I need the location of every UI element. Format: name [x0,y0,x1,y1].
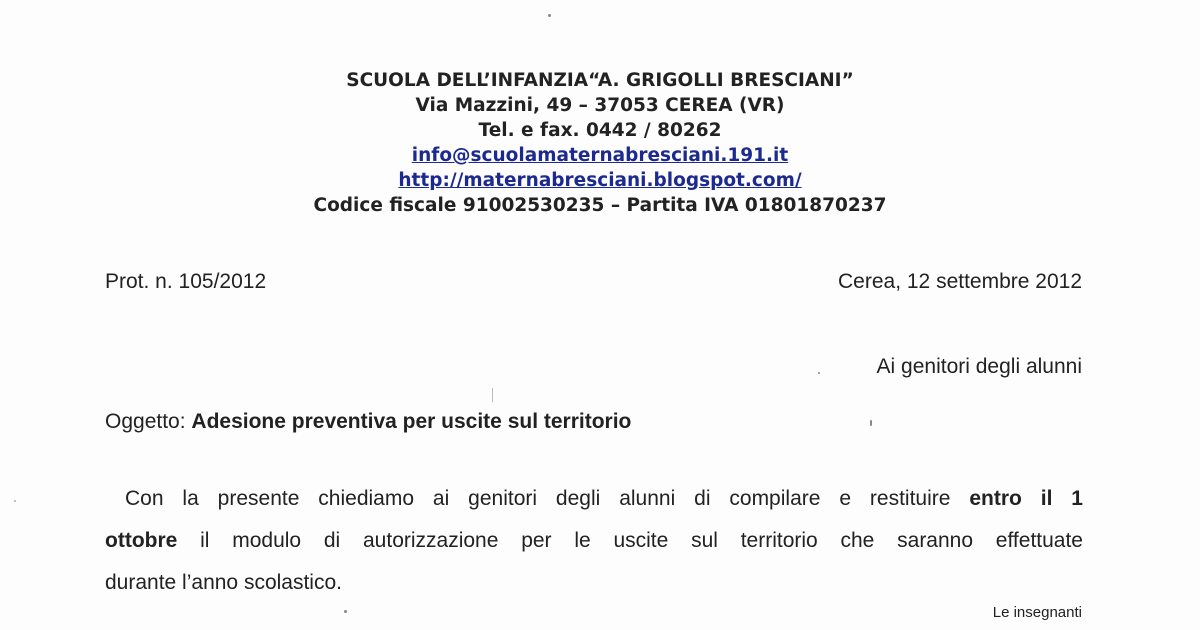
subject-line [105,410,631,434]
scan-speck [492,388,493,402]
body-line-1-text: Con la presente chiediamo ai genitori degli alunni di compilare e restituire [125,487,951,510]
protocol-number: Prot. n. 105/2012 [105,270,267,293]
letterhead [0,68,1200,218]
scan-speck [818,372,820,374]
school-address: Via Mazzini, 49 – 37053 CEREA (VR) [415,95,785,116]
scan-speck [870,420,872,426]
body-line-2-bold: ottobre [105,529,178,552]
body-line-2-text: il modulo di autorizzazione per le uscite sul territorio che saranno effettuate [200,529,1083,552]
school-tax-info: Codice fiscale 91002530235 – Partita IVA 01801870237 [313,195,887,216]
school-name: SCUOLA DELL’INFANZIA“A. GRIGOLLI BRESCIANI” [346,70,854,91]
body-line-1 [105,478,1083,520]
subject-text: Adesione preventiva per uscite sul territorio [191,410,632,433]
place-date: Cerea, 12 settembre 2012 [838,270,1082,293]
body-line-2 [105,520,1083,562]
scan-speck [548,14,551,17]
recipient: Ai genitori degli alunni [876,355,1082,378]
body-line-1-bold: entro il 1 [969,487,1083,510]
body-line-3: durante l’anno scolastico. [105,571,342,594]
school-email-link[interactable]: info@scuolamaternabresciani.191.it [411,145,789,166]
scan-speck [344,610,347,613]
scan-speck [14,500,16,502]
letter-body [105,478,1083,604]
school-website-link[interactable]: http://maternabresciani.blogspot.com/ [398,170,802,191]
signature: Le insegnanti [992,604,1082,621]
subject-label: Oggetto: [105,410,186,433]
school-phone: Tel. e fax. 0442 / 80262 [478,120,722,141]
